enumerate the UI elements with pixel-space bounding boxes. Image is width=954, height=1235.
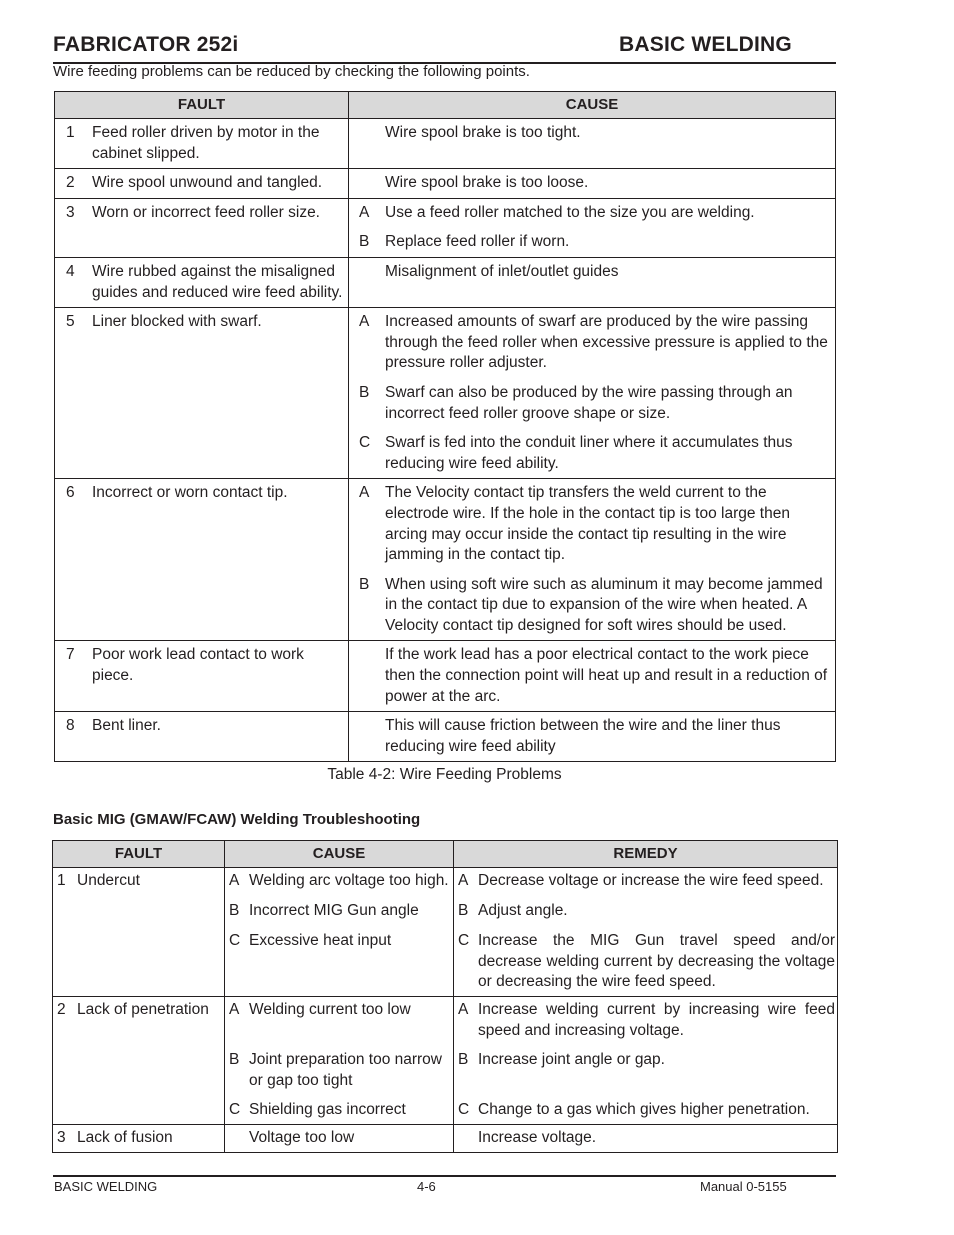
fault-cell — [55, 479, 349, 641]
fault-cell — [55, 308, 349, 479]
fault-entry — [53, 1000, 224, 1021]
cause-item — [349, 232, 835, 253]
remedy-item — [454, 1100, 837, 1121]
cause-text: Use a feed roller matched to the size you are welding. — [385, 203, 755, 221]
cause-text: Increased amounts of swarf are produced by the wire passing through the feed roller when excessive pressure is applied to the pressure roller adjuster. — [385, 313, 828, 372]
cause-item — [225, 1050, 453, 1091]
cause-item — [349, 173, 835, 194]
fault-entry — [55, 123, 348, 164]
cause-letter: A — [229, 872, 240, 889]
remedy-column-header: REMEDY — [454, 841, 838, 868]
remedy-letter: A — [458, 1001, 469, 1018]
fault-text: Liner blocked with swarf. — [92, 313, 262, 331]
fault-cell — [55, 198, 349, 257]
cause-item — [349, 383, 835, 424]
fault-entry — [55, 203, 348, 224]
table-row — [55, 308, 836, 479]
cause-cell — [349, 712, 836, 762]
table-row — [53, 1125, 838, 1153]
remedy-text: Increase joint angle or gap. — [478, 1051, 665, 1069]
fault-number: 3 — [66, 203, 75, 221]
cause-item — [349, 575, 835, 637]
fault-cell — [53, 868, 225, 997]
fault-text: Lack of penetration — [77, 1001, 209, 1018]
table-row — [55, 198, 836, 257]
cause-item — [225, 1128, 453, 1149]
fault-text: Incorrect or worn contact tip. — [92, 484, 288, 502]
fault-cell — [53, 1125, 225, 1153]
fault-text: Wire rubbed against the misaligned guides and reduced wire feed ability. — [92, 262, 343, 301]
fault-entry — [55, 716, 348, 737]
cause-text: Shielding gas incorrect — [249, 1101, 406, 1119]
remedy-text: Change to a gas which gives higher penetration. — [478, 1101, 810, 1119]
table-row — [55, 712, 836, 762]
cause-text: Incorrect MIG Gun angle — [249, 902, 419, 919]
fault-number: 7 — [66, 646, 75, 664]
remedy-cell — [454, 868, 838, 997]
cause-text: If the work lead has a poor electrical contact to the work piece then the connection point will heat up and result in a reduction of power at the arc. — [385, 646, 828, 705]
cause-column-header: CAUSE — [349, 92, 836, 119]
cause-text: Excessive heat input — [249, 932, 392, 949]
fault-number: 2 — [66, 174, 75, 192]
remedy-item — [454, 931, 837, 993]
cause-letter: B — [229, 902, 240, 919]
cause-letter: C — [229, 932, 241, 949]
section-subheading: Basic MIG (GMAW/FCAW) Welding Troubleshooting — [53, 811, 421, 828]
fault-number: 8 — [66, 717, 75, 735]
fault-cell — [55, 169, 349, 199]
fault-cell — [55, 641, 349, 712]
cause-cell — [225, 997, 454, 1125]
remedy-item — [454, 1050, 837, 1091]
intro-text: Wire feeding problems can be reduced by checking the following points. — [53, 63, 530, 80]
cause-letter: B — [359, 233, 370, 251]
fault-column-header: FAULT — [53, 841, 225, 868]
remedy-letter: B — [458, 1051, 469, 1069]
fault-text: Worn or incorrect feed roller size. — [92, 203, 320, 221]
footer-manual-number: Manual 0-5155 — [700, 1179, 787, 1194]
cause-letter: A — [359, 203, 370, 221]
cause-text: Replace feed roller if worn. — [385, 233, 570, 251]
fault-entry — [55, 483, 348, 504]
fault-text: Lack of fusion — [77, 1129, 173, 1147]
remedy-text: Increase voltage. — [478, 1129, 597, 1147]
mig-troubleshooting-table — [52, 840, 838, 1153]
cause-text: Welding current too low — [249, 1001, 411, 1018]
cause-text: Joint preparation too narrow or gap too tight — [249, 1051, 443, 1089]
cause-item — [349, 483, 835, 565]
table-caption: Table 4-2: Wire Feeding Problems — [327, 766, 562, 783]
cause-item — [225, 871, 453, 892]
cause-item — [349, 645, 835, 707]
cause-text: When using soft wire such as aluminum it may become jammed in the contact tip due to expansion of the wire when heated. A Velocity contact tip designed for soft wires should be used. — [385, 575, 823, 634]
fault-entry — [53, 871, 224, 892]
cause-item — [225, 1100, 453, 1121]
cause-item — [349, 262, 835, 283]
footer-page-number: 4-6 — [417, 1179, 436, 1194]
cause-item — [225, 901, 453, 922]
cause-item — [349, 433, 835, 474]
cause-text: Misalignment of inlet/outlet guides — [385, 262, 619, 280]
cause-text: Swarf is fed into the conduit liner where it accumulates thus reducing wire feed ability. — [385, 434, 793, 472]
cause-item — [349, 123, 835, 144]
cause-item — [225, 1000, 453, 1041]
table-row — [55, 257, 836, 307]
remedy-cell — [454, 997, 838, 1125]
section-title: BASIC WELDING — [619, 33, 792, 56]
cause-column-header: CAUSE — [225, 841, 454, 868]
fault-text: Bent liner. — [92, 717, 161, 735]
fault-cell — [53, 997, 225, 1125]
cause-cell — [349, 479, 836, 641]
cause-cell — [349, 119, 836, 169]
cause-text: This will cause friction between the wire and the liner thus reducing wire feed ability — [385, 717, 781, 755]
fault-number: 1 — [66, 124, 75, 141]
remedy-text: Adjust angle. — [478, 902, 568, 919]
fault-text: Undercut — [77, 872, 140, 889]
cause-cell — [349, 308, 836, 479]
fault-cell — [55, 119, 349, 169]
remedy-text: Increase welding current by increasing wire feed speed and increasing voltage. — [478, 1001, 835, 1039]
cause-letter: B — [229, 1051, 240, 1068]
cause-letter: C — [359, 434, 371, 452]
cause-item — [349, 716, 835, 757]
cause-cell — [349, 169, 836, 199]
cause-letter: A — [359, 313, 370, 331]
cause-text: Welding arc voltage too high. — [249, 872, 449, 889]
fault-entry — [55, 645, 348, 686]
wire-feeding-table — [54, 91, 836, 762]
cause-item — [349, 312, 835, 374]
fault-number: 6 — [66, 484, 75, 502]
cause-cell — [349, 198, 836, 257]
fault-cell — [55, 712, 349, 762]
cause-letter: A — [359, 484, 370, 502]
cause-text: Wire spool brake is too tight. — [385, 124, 581, 141]
fault-entry — [55, 173, 348, 194]
table-row — [55, 479, 836, 641]
table-row — [53, 997, 838, 1125]
remedy-cell — [454, 1125, 838, 1153]
cause-letter: A — [229, 1001, 240, 1018]
fault-entry — [55, 312, 348, 333]
remedy-text: Decrease voltage or increase the wire feed speed. — [478, 872, 824, 889]
remedy-letter: C — [458, 1101, 470, 1119]
cause-text: Wire spool brake is too loose. — [385, 174, 589, 192]
table-header-row — [53, 841, 838, 868]
fault-text: Wire spool unwound and tangled. — [92, 174, 323, 192]
fault-number: 4 — [66, 262, 75, 280]
fault-column-header: FAULT — [55, 92, 349, 119]
footer-section: BASIC WELDING — [54, 1179, 158, 1194]
cause-cell — [349, 641, 836, 712]
remedy-text: Increase the MIG Gun travel speed and/or decrease welding current by decreasing the voltage or decreasing the wire feed speed. — [478, 932, 835, 991]
cause-text: Swarf can also be produced by the wire passing through an incorrect feed roller groove shape or size. — [385, 383, 793, 422]
remedy-item — [454, 871, 837, 892]
fault-text: Feed roller driven by motor in the cabinet slipped. — [92, 124, 320, 162]
cause-cell — [225, 868, 454, 997]
remedy-item — [454, 1000, 837, 1041]
cause-item — [225, 931, 453, 993]
fault-number: 2 — [57, 1001, 66, 1018]
cause-letter: B — [359, 383, 370, 401]
document-title: FABRICATOR 252i — [53, 33, 239, 56]
cause-cell — [225, 1125, 454, 1153]
cause-text: The Velocity contact tip transfers the weld current to the electrode wire. If the hole in the contact tip is too large then arcing may occur inside the contact tip resulting in the wire jamming in the contact tip. — [385, 484, 790, 564]
table-row — [53, 868, 838, 997]
remedy-item — [454, 901, 837, 922]
cause-item — [349, 203, 835, 224]
fault-entry — [53, 1128, 224, 1149]
footer-rule — [53, 1175, 836, 1177]
fault-number: 3 — [57, 1129, 66, 1147]
remedy-letter: B — [458, 902, 469, 919]
cause-letter: B — [359, 575, 370, 593]
table-header-row — [55, 92, 836, 119]
fault-entry — [55, 262, 348, 303]
fault-cell — [55, 257, 349, 307]
fault-number: 5 — [66, 313, 75, 331]
fault-text: Poor work lead contact to work piece. — [92, 646, 304, 685]
table-row — [55, 119, 836, 169]
cause-cell — [349, 257, 836, 307]
cause-letter: C — [229, 1101, 241, 1119]
remedy-item — [454, 1128, 837, 1149]
table-row — [55, 169, 836, 199]
remedy-letter: C — [458, 932, 470, 949]
table-row — [55, 641, 836, 712]
cause-text: Voltage too low — [249, 1129, 355, 1147]
fault-number: 1 — [57, 872, 66, 889]
remedy-letter: A — [458, 872, 469, 889]
